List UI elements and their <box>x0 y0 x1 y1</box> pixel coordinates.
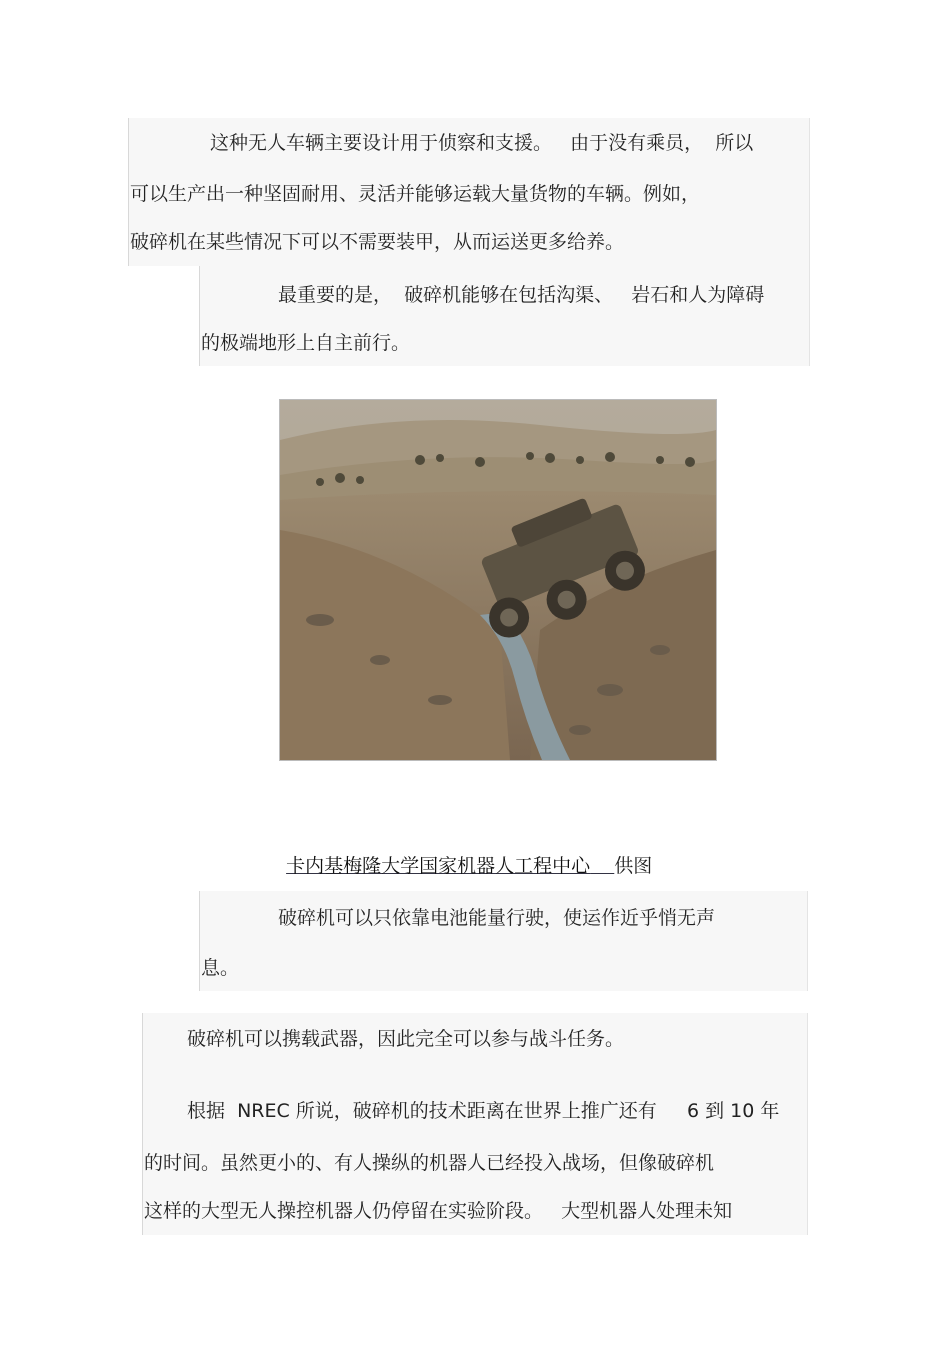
figure-caption <box>274 830 652 878</box>
paragraph-2-line-2: 的极端地形上自主前行。 <box>201 332 411 354</box>
paragraph-2-line-1: 最重要的是， 破碎机能够在包括沟渠、 岩石和人为障碍 <box>278 284 765 306</box>
paragraph-4-line-3: 的时间。虽然更小的、有人操纵的机器人已经投入战场，但像破碎机 <box>144 1152 715 1174</box>
paragraph-3-line-1: 破碎机可以只依靠电池能量行驶，使运作近乎悄无声 <box>278 907 716 929</box>
paragraph-4-line-2: 根据 NREC 所说，破碎机的技术距离在世界上推广还有 6 到 10 年 <box>187 1100 780 1122</box>
paragraph-1-line-1: 这种无人车辆主要设计用于侦察和支援。 由于没有乘员， 所以 <box>210 132 754 154</box>
crusher-robot-photo <box>279 399 717 761</box>
paragraph-4-line-4: 这样的大型无人操控机器人仍停留在实验阶段。 大型机器人处理未知 <box>144 1200 733 1222</box>
caption-link[interactable]: 卡内基梅隆大学国家机器人工程中心 <box>286 855 591 877</box>
caption-link-gap[interactable] <box>590 855 614 877</box>
paragraph-3-line-2: 息。 <box>201 957 240 979</box>
paragraph-1-line-3: 破碎机在某些情况下可以不需要装甲，从而运送更多给养。 <box>130 231 625 253</box>
caption-suffix: 供图 <box>614 855 653 877</box>
paragraph-4-line-1: 破碎机可以携载武器，因此完全可以参与战斗任务。 <box>187 1028 625 1050</box>
paragraph-1-line-2: 可以生产出一种坚固耐用、灵活并能够运载大量货物的车辆。例如， <box>130 183 701 205</box>
